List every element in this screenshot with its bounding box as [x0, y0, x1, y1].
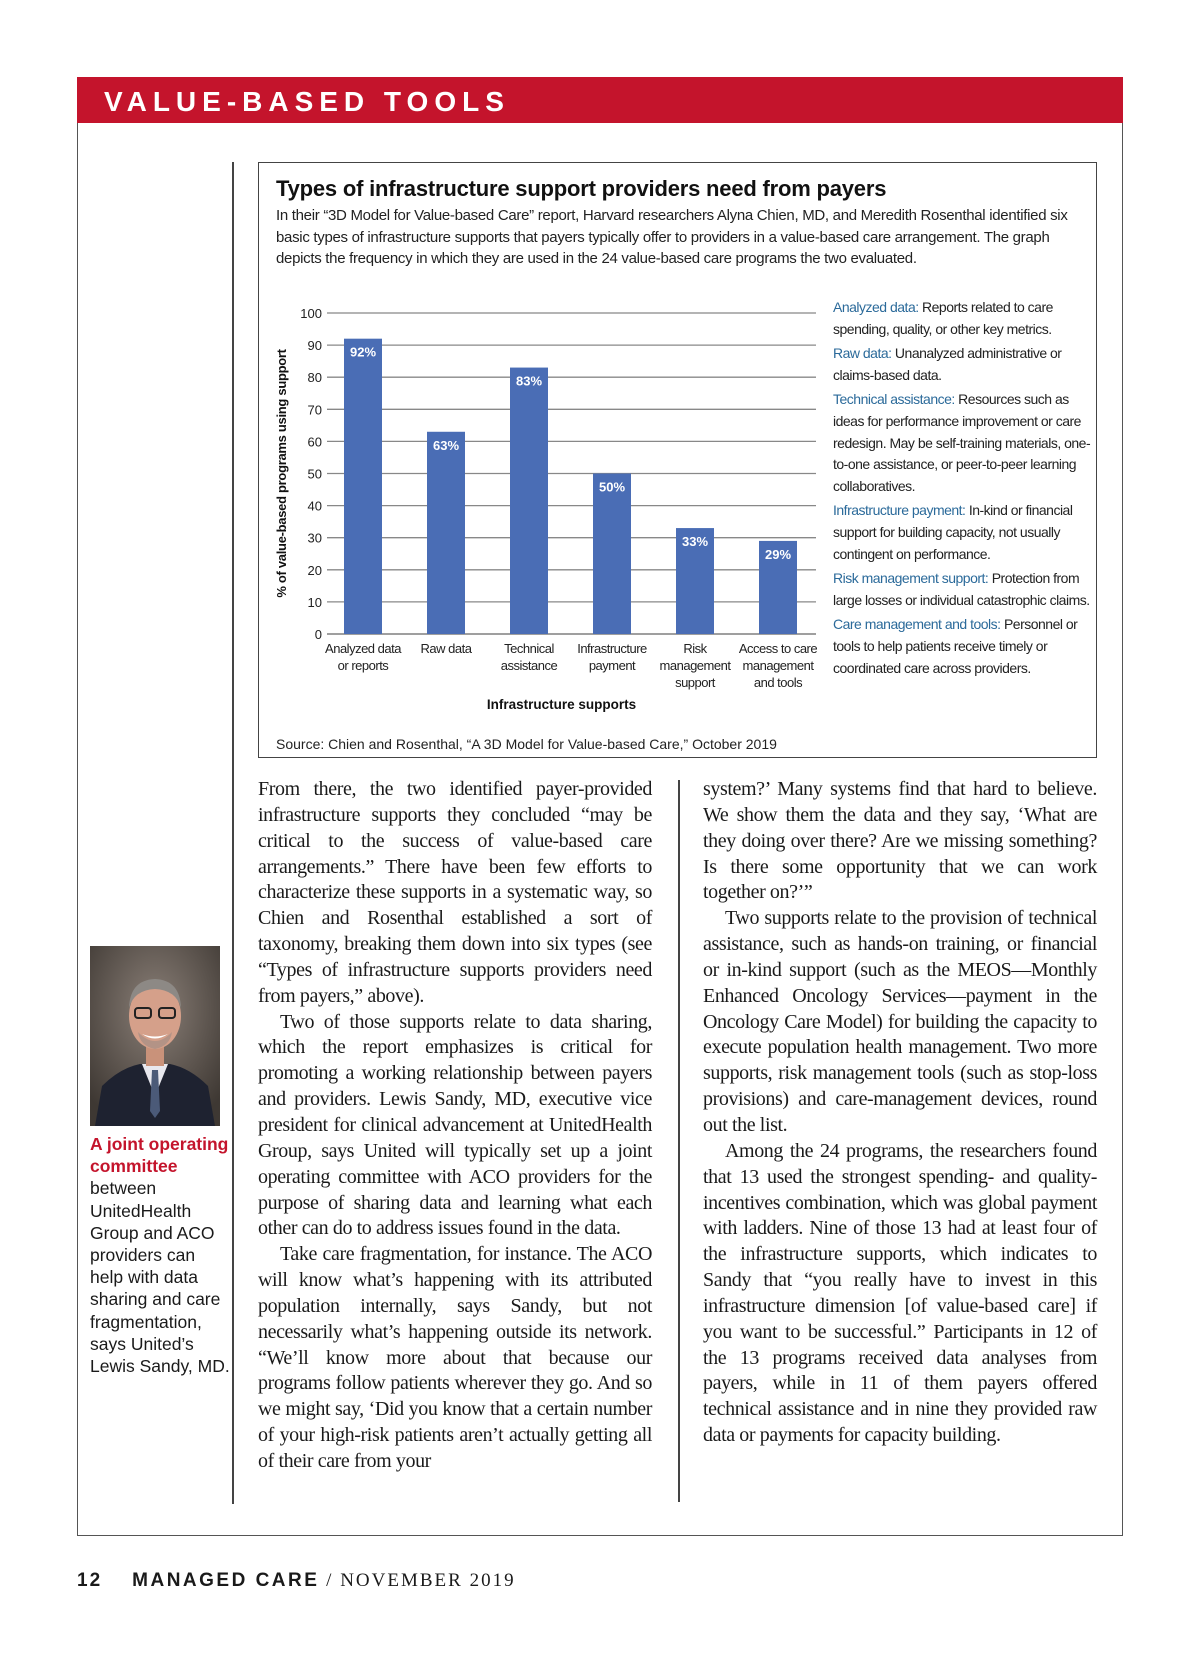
article-column-2	[703, 777, 1097, 1449]
legend-item	[833, 568, 1095, 611]
legend-text: Protection from large losses or individual catastrophic claims.	[833, 570, 1090, 608]
legend-term: Raw data:	[833, 345, 892, 362]
magazine-name: MANAGED CARE	[132, 1570, 320, 1591]
x-category-label: assistance	[500, 658, 558, 673]
bar	[427, 432, 465, 634]
paragraph: From there, the two identified payer-provided infrastructure supports they concluded “may be critical to the success of value-based care arrangements.” There have been few efforts to characterize these supports in a systematic way, so Chien and Rosenthal established a sort of taxonomy, breaking them down into six types (see “Types of infrastructure supports providers need from payers,” above).	[258, 778, 652, 1007]
bar	[510, 368, 548, 634]
y-tick-label: 30	[307, 530, 322, 546]
article-column-1	[258, 777, 652, 1475]
chart-title: Types of infrastructure support providers need from payers	[276, 176, 887, 201]
paragraph: Take care fragmentation, for instance. The ACO will know what’s happening with its attributed population internally, says Sandy, but not necessarily what’s happening outside its network. “We’ll know more about that because our programs follow patients wherever they go. And so we might say, ‘Did you know that a certain number of your high-risk patients aren’t actually getting all of their care from your	[258, 1243, 652, 1472]
y-tick-label: 80	[307, 370, 322, 386]
paragraph: Two supports relate to the provision of technical assistance, such as hands-on training, or financial or in-kind support (such as the MEOS—Monthly Enhanced Oncology Services—payment in the Oncology Care Model) for building the capacity to execute population health management. Two more supports, risk management tools (such as stop-loss provisions) and care-management devices, round out the list.	[703, 907, 1097, 1136]
bar-value-label: 63%	[432, 437, 460, 453]
section-title: VALUE-BASED TOOLS	[104, 86, 510, 117]
legend-text: Unanalyzed administrative or claims-based data.	[833, 345, 1062, 383]
legend-text: In-kind or financial support for building capacity, not usually contingent on performance.	[833, 502, 1073, 562]
chart-source: Source: Chien and Rosenthal, “A 3D Model for Value-based Care,” October 2019	[276, 736, 777, 752]
y-tick-label: 20	[307, 562, 322, 578]
photo-caption	[90, 1133, 230, 1377]
x-category-label: Raw data	[420, 641, 472, 656]
paragraph: Among the 24 programs, the researchers found that 13 used the strongest spending- and quality-incentives combination, which was global payment with ladders. Nine of those 13 had at least four of the infrastructure supports, which indicates to Sandy that “you really have to invest in this infrastructure dimension [of value-based care] if you want to be successful.” Participants in 12 of the 13 programs received data analyses from payers, while in 11 of them payers offered technical assistance and in nine they provided raw data or payments for capacity building.	[703, 1139, 1097, 1447]
bar	[344, 339, 382, 634]
caption-lead: A joint operating committee	[90, 1134, 229, 1177]
x-category-label: management	[742, 658, 814, 673]
chart-legend	[833, 297, 1095, 682]
chart-description: In their “3D Model for Value-based Care” report, Harvard researchers Alyna Chien, MD, and Meredith Rosenthal identified six basic types of infrastructure supports that payers typically offer to providers in a value-based care arrangement. The graph depicts the frequency in which they are used in the 24 value-based care programs the two evaluated.	[276, 207, 1068, 268]
legend-text: Resources such as ideas for performance improvement or care redesign. May be self-training materials, one-to-one assistance, or peer-to-peer learning collaboratives.	[833, 391, 1091, 494]
page-number: 12	[77, 1570, 103, 1591]
x-category-label: Access to care	[738, 641, 818, 656]
y-tick-label: 40	[307, 498, 322, 514]
y-tick-label: 70	[307, 402, 322, 418]
x-category-label: Analyzed data	[325, 641, 401, 656]
legend-term: Technical assistance:	[833, 391, 955, 408]
legend-item	[833, 500, 1095, 565]
portrait-photo	[90, 946, 220, 1126]
page-footer	[77, 1570, 516, 1592]
footer-separator: /	[319, 1570, 341, 1591]
paragraph: system?’ Many systems find that hard to believe. We show them the data and they say, ‘What are they doing over there? Are we missing something? Is there some opportunity that we can work together on?’”	[703, 778, 1097, 904]
paragraph: Two of those supports relate to data sharing, which the report emphasizes is critical for promoting a working relationship between payers and providers. Lewis Sandy, MD, executive vice president for clinical advancement at UnitedHealth Group, says United will typically set up a joint operating committee with ACO providers for the purpose of sharing data and learning what each other can do to address issues found in the data.	[258, 1010, 652, 1240]
x-category-label: or reports	[337, 658, 389, 673]
bar-value-label: 33%	[681, 534, 709, 550]
legend-item	[833, 343, 1095, 386]
y-tick-label: 60	[307, 434, 322, 450]
y-tick-label: 100	[300, 306, 322, 321]
bar-value-label: 50%	[598, 479, 626, 495]
x-category-label: Infrastructure	[577, 641, 647, 656]
y-tick-label: 90	[307, 338, 322, 354]
y-tick-label: 50	[307, 466, 322, 482]
legend-term: Risk management support:	[833, 570, 989, 587]
x-category-label: management	[659, 658, 731, 673]
legend-text: Reports related to care spending, quality, or other key metrics.	[833, 299, 1053, 337]
legend-term: Analyzed data:	[833, 299, 919, 315]
bar	[593, 474, 631, 635]
caption-text: between UnitedHealth Group and ACO providers can help with data sharing and care fragmentation, says United’s Lewis Sandy, MD.	[90, 1178, 230, 1377]
x-category-label: and tools	[753, 675, 803, 690]
legend-term: Infrastructure payment:	[833, 502, 966, 519]
chart-sidebar-box	[258, 162, 1097, 758]
bar-value-label: 92%	[349, 344, 377, 360]
legend-text: Personnel or tools to help patients receive timely or coordinated care across providers.	[833, 616, 1078, 676]
y-axis-title: % of value-based programs using support	[274, 349, 289, 598]
x-category-label: Risk	[683, 641, 707, 656]
bar-value-label: 83%	[515, 373, 543, 389]
x-category-label: payment	[588, 658, 636, 673]
x-category-label: support	[675, 675, 715, 690]
legend-item	[833, 614, 1095, 679]
legend-item	[833, 297, 1095, 340]
y-tick-label: 0	[314, 627, 322, 642]
bar-value-label: 29%	[764, 546, 792, 562]
section-banner	[77, 77, 1123, 123]
legend-item	[833, 389, 1095, 497]
x-category-label: Technical	[504, 641, 554, 656]
legend-term: Care management and tools:	[833, 616, 1001, 633]
y-tick-label: 10	[307, 594, 322, 610]
column-divider	[678, 780, 680, 1502]
x-axis-title: Infrastructure supports	[486, 697, 637, 712]
issue-date: NOVEMBER 2019	[340, 1570, 516, 1591]
vertical-rule	[232, 162, 234, 1504]
